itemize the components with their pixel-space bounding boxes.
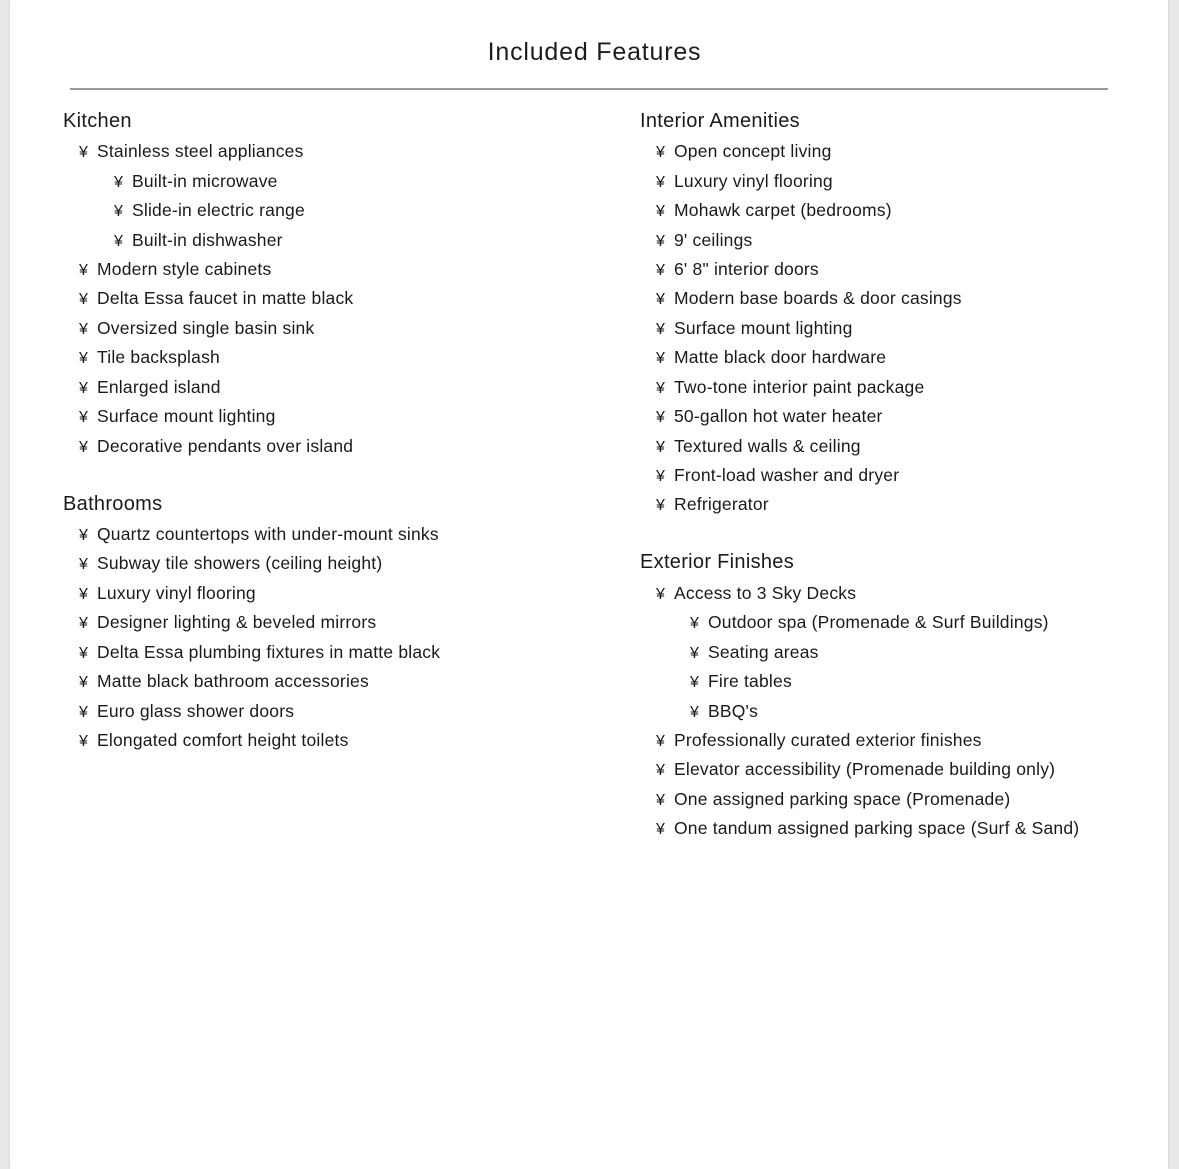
interior-item: ¥ Front-load washer and dryer: [656, 465, 900, 485]
bullet-icon: ¥: [656, 203, 666, 220]
kitchen-item: ¥ Oversized single basin sink: [79, 318, 315, 338]
bullet-icon: ¥: [656, 821, 666, 838]
kitchen-item: ¥ Decorative pendants over island: [79, 436, 354, 456]
interior-item: ¥ Textured walls & ceiling: [656, 436, 861, 456]
bullet-icon: ¥: [114, 233, 124, 250]
document-page: [10, 0, 1168, 1169]
kitchen-item: ¥ Modern style cabinets: [79, 259, 272, 279]
interior-heading: Interior Amenities: [640, 110, 800, 132]
bullet-icon: ¥: [79, 144, 89, 161]
interior-item: ¥ Two-tone interior paint package: [656, 377, 925, 397]
bullet-icon: ¥: [79, 704, 89, 721]
bathrooms-item: ¥ Designer lighting & beveled mirrors: [79, 612, 377, 632]
exterior-item: ¥ Elevator accessibility (Promenade building only): [656, 759, 1056, 779]
title-divider: [70, 88, 1108, 90]
bullet-icon: ¥: [690, 674, 700, 691]
interior-item: ¥ 6' 8" interior doors: [656, 259, 819, 279]
bullet-icon: ¥: [79, 380, 89, 397]
exterior-item: ¥ Professionally curated exterior finishes: [656, 730, 982, 750]
exterior-item: ¥ Access to 3 Sky Decks: [656, 583, 857, 603]
bullet-icon: ¥: [656, 439, 666, 456]
bullet-icon: ¥: [656, 586, 666, 603]
kitchen-item: ¥ Tile backsplash: [79, 347, 220, 367]
kitchen-item: ¥ Surface mount lighting: [79, 406, 276, 426]
bathrooms-item: ¥ Subway tile showers (ceiling height): [79, 553, 383, 573]
bullet-icon: ¥: [79, 556, 89, 573]
interior-item: ¥ Surface mount lighting: [656, 318, 853, 338]
interior-item: ¥ Modern base boards & door casings: [656, 288, 962, 308]
bathrooms-item: ¥ Euro glass shower doors: [79, 701, 295, 721]
bullet-icon: ¥: [79, 291, 89, 308]
bullet-icon: ¥: [656, 174, 666, 191]
bathrooms-item: ¥ Luxury vinyl flooring: [79, 583, 256, 603]
bathrooms-item: ¥ Matte black bathroom accessories: [79, 671, 369, 691]
interior-item: ¥ Refrigerator: [656, 494, 769, 514]
kitchen-heading: Kitchen: [63, 110, 132, 132]
bullet-icon: ¥: [79, 439, 89, 456]
interior-item: ¥ Matte black door hardware: [656, 347, 887, 367]
bullet-icon: ¥: [656, 144, 666, 161]
exterior-heading: Exterior Finishes: [640, 551, 795, 573]
bullet-icon: ¥: [656, 380, 666, 397]
bullet-icon: ¥: [79, 645, 89, 662]
interior-item: ¥ 9' ceilings: [656, 230, 753, 250]
bullet-icon: ¥: [656, 792, 666, 809]
interior-item: ¥ Open concept living: [656, 141, 832, 161]
kitchen-item: ¥ Delta Essa faucet in matte black: [79, 288, 354, 308]
exterior-subitem: ¥ BBQ's: [690, 701, 759, 721]
bullet-icon: ¥: [690, 704, 700, 721]
kitchen-item: ¥ Stainless steel appliances: [79, 141, 304, 161]
exterior-item: ¥ One assigned parking space (Promenade): [656, 789, 1011, 809]
bullet-icon: ¥: [114, 174, 124, 191]
kitchen-subitem: ¥ Built-in dishwasher: [114, 230, 283, 250]
bullet-icon: ¥: [79, 733, 89, 750]
bathrooms-item: ¥ Quartz countertops with under-mount sinks: [79, 524, 439, 544]
bullet-icon: ¥: [656, 350, 666, 367]
bullet-icon: ¥: [656, 291, 666, 308]
kitchen-subitem: ¥ Slide-in electric range: [114, 200, 305, 220]
exterior-subitem: ¥ Fire tables: [690, 671, 792, 691]
bullet-icon: ¥: [79, 321, 89, 338]
bathrooms-heading: Bathrooms: [63, 493, 163, 515]
kitchen-subitem: ¥ Built-in microwave: [114, 171, 278, 191]
exterior-subitem: ¥ Seating areas: [690, 642, 819, 662]
bullet-icon: ¥: [79, 262, 89, 279]
bullet-icon: ¥: [656, 262, 666, 279]
bullet-icon: ¥: [690, 645, 700, 662]
bullet-icon: ¥: [656, 762, 666, 779]
bullet-icon: ¥: [656, 233, 666, 250]
bullet-icon: ¥: [79, 615, 89, 632]
bullet-icon: ¥: [79, 350, 89, 367]
exterior-subitem: ¥ Outdoor spa (Promenade & Surf Buildings): [690, 612, 1049, 632]
bullet-icon: ¥: [114, 203, 124, 220]
interior-item: ¥ 50-gallon hot water heater: [656, 406, 883, 426]
bullet-icon: ¥: [656, 497, 666, 514]
bullet-icon: ¥: [79, 409, 89, 426]
bathrooms-item: ¥ Elongated comfort height toilets: [79, 730, 349, 750]
bullet-icon: ¥: [656, 733, 666, 750]
bullet-icon: ¥: [656, 468, 666, 485]
interior-item: ¥ Luxury vinyl flooring: [656, 171, 833, 191]
bullet-icon: ¥: [79, 674, 89, 691]
page-title: Included Features: [487, 38, 702, 66]
bullet-icon: ¥: [656, 321, 666, 338]
bullet-icon: ¥: [79, 527, 89, 544]
interior-item: ¥ Mohawk carpet (bedrooms): [656, 200, 892, 220]
bullet-icon: ¥: [690, 615, 700, 632]
bullet-icon: ¥: [656, 409, 666, 426]
exterior-item: ¥ One tandum assigned parking space (Surf & Sand): [656, 818, 1080, 838]
bullet-icon: ¥: [79, 586, 89, 603]
bathrooms-item: ¥ Delta Essa plumbing fixtures in matte black: [79, 642, 441, 662]
kitchen-item: ¥ Enlarged island: [79, 377, 221, 397]
